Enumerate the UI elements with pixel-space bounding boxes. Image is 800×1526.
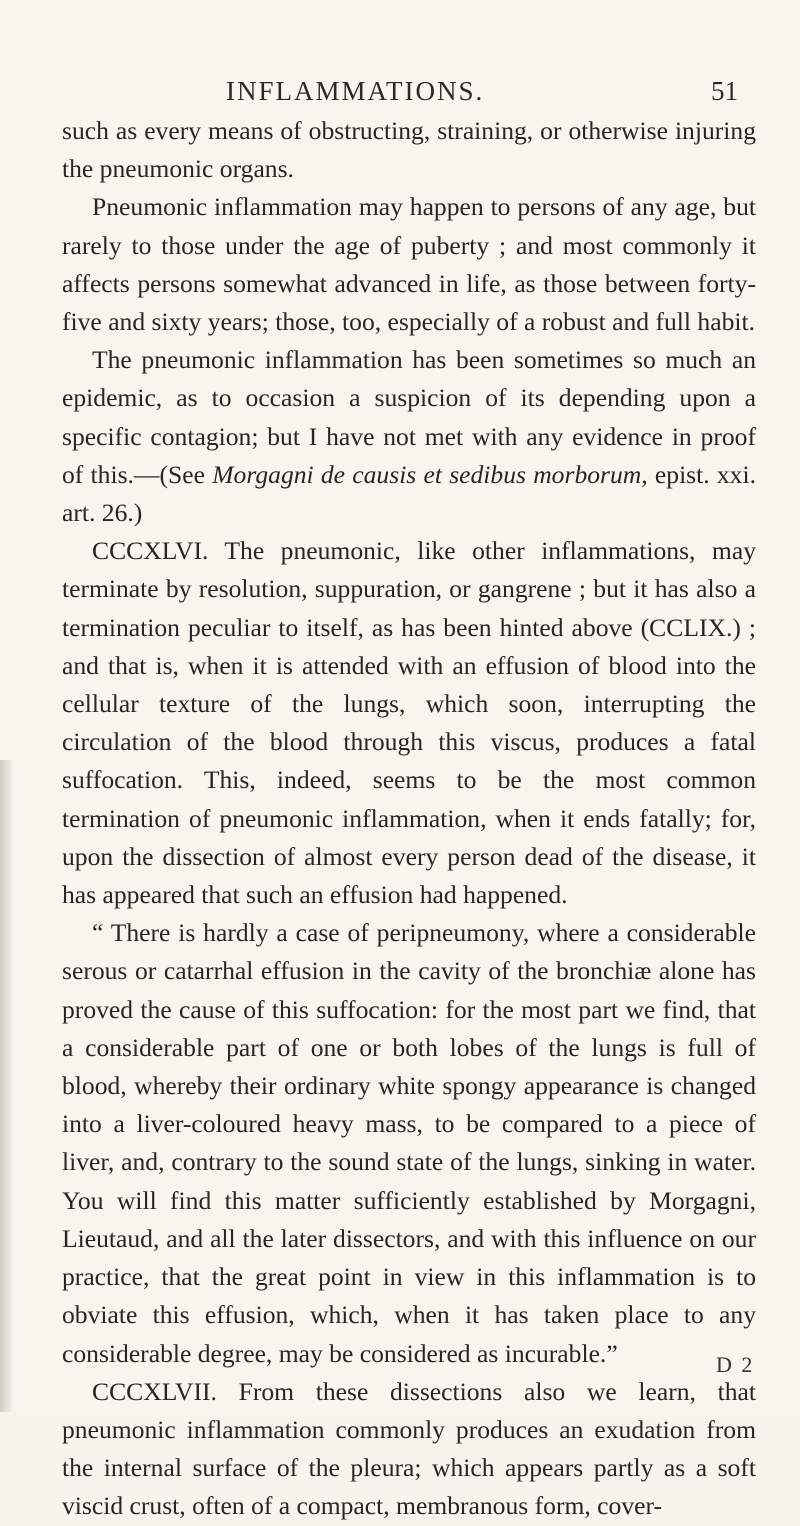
running-head — [0, 76, 800, 112]
paragraph — [62, 532, 756, 914]
body-text — [62, 112, 756, 1526]
page-number: 51 — [711, 76, 738, 106]
text-segment: Pneumonic inflammation may happen to persons of any age, but rarely to those under the age of puberty ; and most commonly it affects persons somewhat advanced in life, as those between forty-five and sixty years; those, too, especially of a robust and full habit. — [62, 192, 756, 337]
text-segment: “ There is hardly a case of peripneumony, where a considerable serous or catarrhal effusion in the cavity of the bronchiæ alone has proved the cause of this suffocation: for the most part we find, that a considerable part of one or both lobes of the lungs is full of blood, whereby their ordinary white spongy appearance is changed into a liver-coloured heavy mass, to be compared to a piece of liver, and, contrary to the sound state of the lungs, sinking in water. You will find this matter sufficiently established by Morgagni, Lieutaud, and all the later dissectors, and with this influence on our practice, that the great point in view in this inflammation is to obviate this effusion, which, when it has taken place to any considerable degree, may be considered as incurable.” — [62, 918, 756, 1368]
paragraph — [62, 914, 756, 1372]
text-segment: CCCXLVII. From these dissections also we learn, that pneumonic inflammation commonly produces an exudation from the internal surface of the pleura; which appears partly as a soft viscid crust, often of a compact, membranous form, cover- — [62, 1376, 756, 1521]
text-segment: epist. xxi. art. 26.) — [62, 459, 756, 528]
italic-citation: Morgagni de causis et sedibus morborum, — [212, 459, 648, 489]
running-title: INFLAMMATIONS. — [226, 76, 485, 106]
text-segment: CCCXLVI. The pneumonic, like other inflammations, may terminate by resolution, suppuration, or gangrene ; but it has also a termination peculiar to itself, as has been hinted above (CCLIX.) ; and that is, when it is attended with an effusion of blood into the cellular texture of the lungs, which soon, interrupting the circulation of the blood through this viscus, produces a fatal suffocation. This, indeed, seems to be the most common termination of pneumonic inflammation, when it ends fatally; for, upon the dissection of almost every person dead of the disease, it has appeared that such an effusion had happened. — [62, 536, 756, 910]
paragraph — [62, 341, 756, 532]
text-segment: The pneumonic inflammation has been sometimes so much an epidemic, as to occasion a suspicion of its depending upon a specific contagion; but I have not met with any evidence in proof of this.—(See — [62, 345, 756, 489]
page-edge-shadow — [0, 760, 14, 1412]
text-segment: such as every means of obstructing, straining, or otherwise injuring the pneumonic organs. — [62, 116, 756, 184]
paragraph — [62, 112, 756, 188]
paragraph — [62, 188, 756, 341]
signature-mark: D 2 — [716, 1352, 755, 1377]
paragraph — [62, 1373, 756, 1526]
